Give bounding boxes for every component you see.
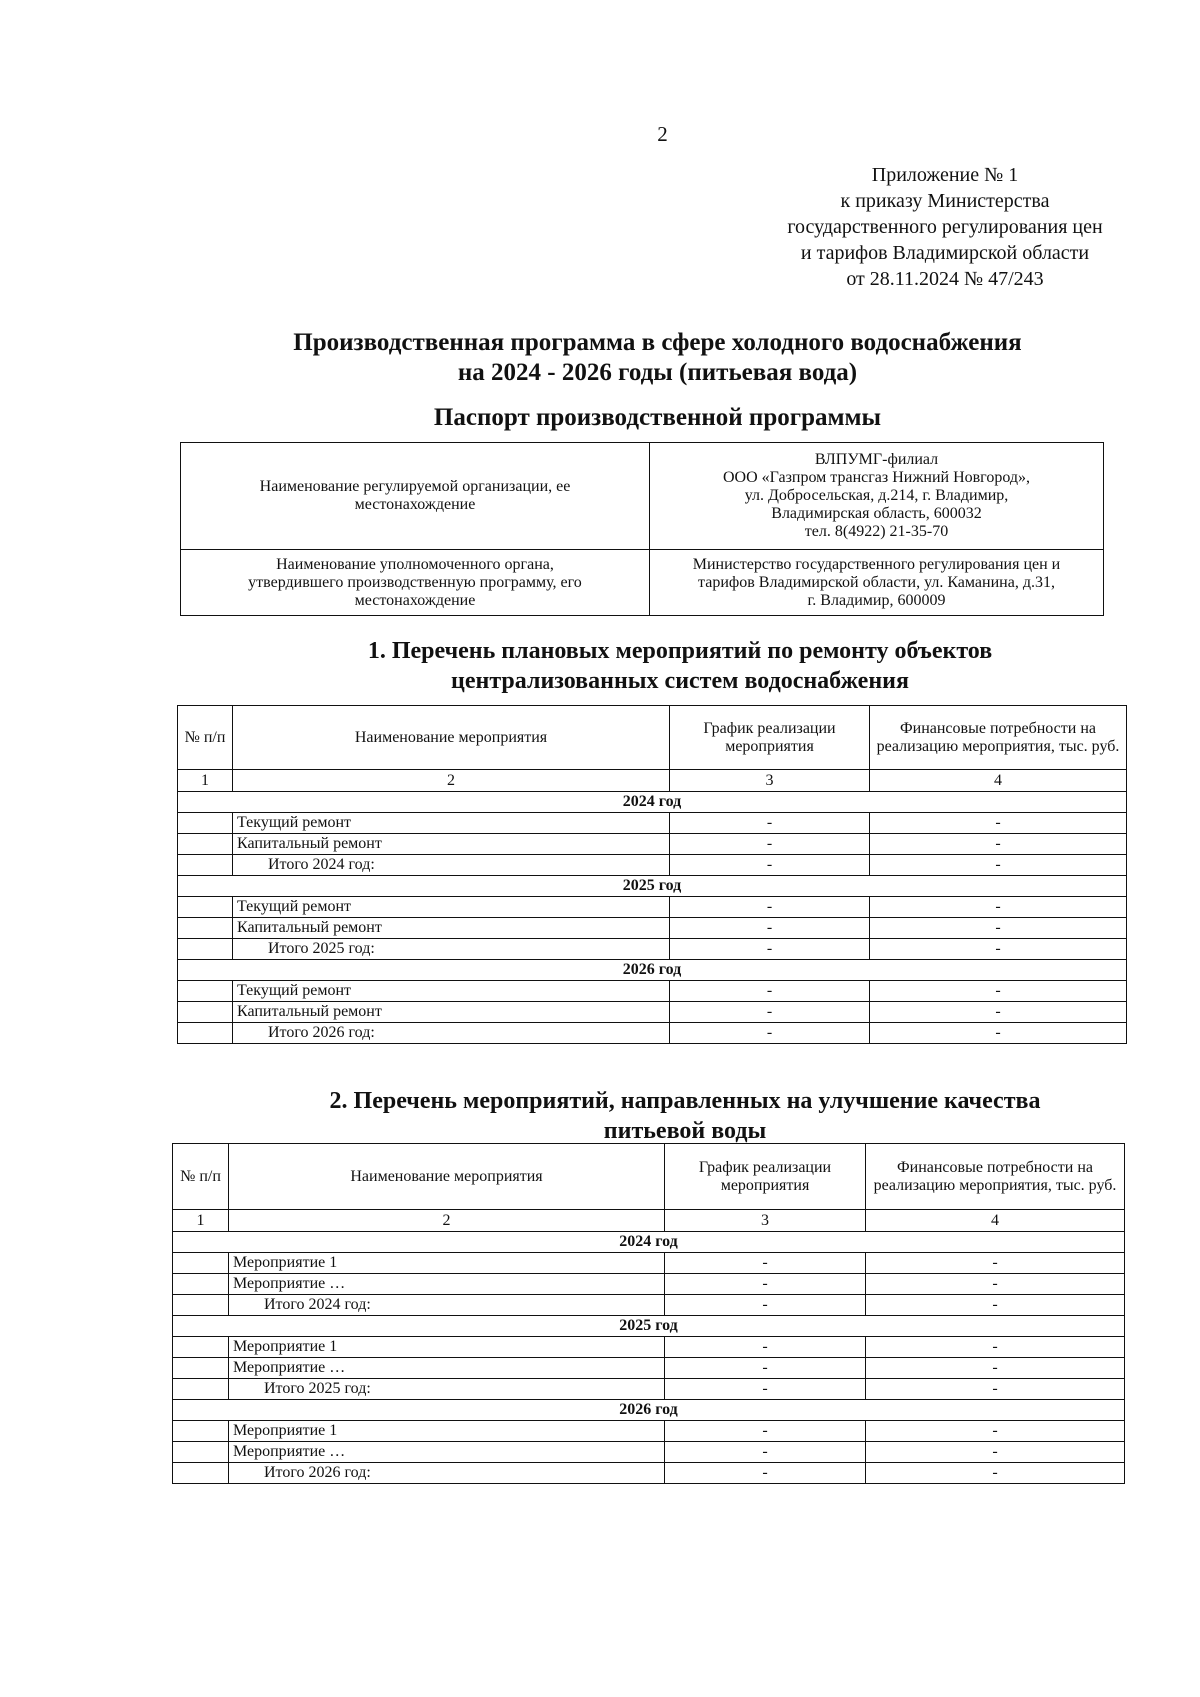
table-row <box>173 1358 1125 1379</box>
appendix-line: от 28.11.2024 № 47/243 <box>846 268 1044 290</box>
column-number: 3 <box>665 1210 866 1232</box>
passport-row-authority <box>181 550 1104 616</box>
row-num <box>173 1253 229 1274</box>
row-finance: - <box>870 1002 1127 1023</box>
section1-title <box>300 636 1060 696</box>
header-name: Наименование мероприятия <box>233 706 670 770</box>
row-name: Текущий ремонт <box>233 981 670 1002</box>
table-header-row <box>173 1144 1125 1210</box>
row-schedule: - <box>670 1002 870 1023</box>
row-schedule: - <box>665 1442 866 1463</box>
column-number: 2 <box>233 770 670 792</box>
passport-value-line: ООО «Газпром трансгаз Нижний Новгород», <box>722 469 1031 486</box>
row-schedule: - <box>670 939 870 960</box>
row-num <box>178 813 233 834</box>
year-label: 2026 год <box>178 960 1127 981</box>
row-name: Итого 2025 год: <box>229 1379 665 1400</box>
row-finance: - <box>870 855 1127 876</box>
year-label: 2024 год <box>178 792 1127 813</box>
row-num <box>178 834 233 855</box>
row-schedule: - <box>670 834 870 855</box>
row-name: Капитальный ремонт <box>233 918 670 939</box>
passport-label-line: местонахождение <box>354 591 476 609</box>
row-name: Мероприятие … <box>229 1274 665 1295</box>
appendix-line: к приказу Министерства <box>840 190 1050 212</box>
table-row <box>178 834 1127 855</box>
appendix-line: Приложение № 1 <box>871 164 1019 186</box>
row-finance: - <box>866 1274 1125 1295</box>
row-num <box>178 897 233 918</box>
passport-row-organization <box>181 443 1104 550</box>
row-schedule: - <box>665 1337 866 1358</box>
table-row <box>178 918 1127 939</box>
table-row <box>173 1274 1125 1295</box>
row-num <box>173 1337 229 1358</box>
row-finance: - <box>870 1023 1127 1044</box>
row-name: Мероприятие … <box>229 1358 665 1379</box>
row-num <box>178 939 233 960</box>
header-finance: Финансовые потребности на реализацию мероприятия, тыс. руб. <box>870 706 1127 770</box>
row-name: Текущий ремонт <box>233 813 670 834</box>
passport-label-line: утвердившего производственную программу, его <box>248 573 582 591</box>
row-finance: - <box>866 1337 1125 1358</box>
row-num <box>178 855 233 876</box>
year-row <box>178 792 1127 813</box>
passport-value-line: ВЛПУМГ-филиал <box>814 451 939 468</box>
column-number: 3 <box>670 770 870 792</box>
year-row <box>173 1400 1125 1421</box>
repair-activities-table <box>177 705 1127 1044</box>
passport-value-line: Министерство государственного регулирования цен и <box>692 555 1061 573</box>
row-name: Капитальный ремонт <box>233 834 670 855</box>
passport-table <box>180 442 1104 616</box>
document-title-line: на 2024 - 2026 годы (питьевая вода) <box>457 359 858 386</box>
table-row-total <box>173 1379 1125 1400</box>
row-name: Итого 2025 год: <box>233 939 670 960</box>
row-finance: - <box>866 1253 1125 1274</box>
row-schedule: - <box>665 1358 866 1379</box>
row-finance: - <box>866 1421 1125 1442</box>
table-row <box>173 1421 1125 1442</box>
row-schedule: - <box>665 1295 866 1316</box>
table-row <box>178 981 1127 1002</box>
row-num <box>178 1002 233 1023</box>
row-schedule: - <box>670 981 870 1002</box>
passport-value-line: тел. 8(4922) 21-35-70 <box>804 523 949 540</box>
header-num: № п/п <box>178 706 233 770</box>
section2-title-line: питьевой воды <box>603 1118 767 1144</box>
header-schedule: График реализации мероприятия <box>665 1144 866 1210</box>
passport-title: Паспорт производственной программы <box>433 404 882 431</box>
row-finance: - <box>866 1379 1125 1400</box>
year-label: 2024 год <box>173 1232 1125 1253</box>
row-finance: - <box>870 897 1127 918</box>
row-name: Капитальный ремонт <box>233 1002 670 1023</box>
page-number: 2 <box>657 122 668 146</box>
passport-value-line: г. Владимир, 600009 <box>807 591 946 609</box>
row-finance: - <box>870 834 1127 855</box>
column-number: 4 <box>866 1210 1125 1232</box>
passport-label-line: Наименование уполномоченного органа, <box>276 555 554 573</box>
row-num <box>173 1421 229 1442</box>
passport-label <box>181 443 650 550</box>
passport-value-line: ул. Добросельская, д.214, г. Владимир, <box>744 487 1009 504</box>
table-header-row <box>178 706 1127 770</box>
row-schedule: - <box>665 1253 866 1274</box>
row-finance: - <box>866 1463 1125 1484</box>
year-label: 2026 год <box>173 1400 1125 1421</box>
appendix-block <box>730 162 1160 292</box>
year-row <box>178 876 1127 897</box>
table-row-total <box>178 1023 1127 1044</box>
table-row-total <box>173 1463 1125 1484</box>
row-name: Мероприятие 1 <box>229 1337 665 1358</box>
row-schedule: - <box>670 855 870 876</box>
row-finance: - <box>870 918 1127 939</box>
row-num <box>178 1023 233 1044</box>
section1-title-line: централизованных систем водоснабжения <box>451 668 909 694</box>
table-row-total <box>178 939 1127 960</box>
row-num <box>173 1274 229 1295</box>
row-num <box>178 918 233 939</box>
row-schedule: - <box>670 918 870 939</box>
document-title-line: Производственная программа в сфере холодного водоснабжения <box>293 329 1022 356</box>
year-label: 2025 год <box>173 1316 1125 1337</box>
section1-title-line: 1. Перечень плановых мероприятий по ремонту объектов <box>367 638 993 664</box>
row-finance: - <box>866 1358 1125 1379</box>
year-row <box>173 1316 1125 1337</box>
row-num <box>178 981 233 1002</box>
passport-value-line: тарифов Владимирской области, ул. Каманина, д.31, <box>698 573 1055 591</box>
row-schedule: - <box>670 813 870 834</box>
column-numbers-row <box>178 770 1127 792</box>
column-number: 1 <box>173 1210 229 1232</box>
header-num: № п/п <box>173 1144 229 1210</box>
header-name: Наименование мероприятия <box>229 1144 665 1210</box>
table-row-total <box>178 855 1127 876</box>
table-row <box>178 897 1127 918</box>
row-schedule: - <box>665 1274 866 1295</box>
column-numbers-row <box>173 1210 1125 1232</box>
row-schedule: - <box>670 897 870 918</box>
column-number: 2 <box>229 1210 665 1232</box>
table-row-total <box>173 1295 1125 1316</box>
year-row <box>178 960 1127 981</box>
section2-title <box>270 1086 1100 1146</box>
row-schedule: - <box>665 1379 866 1400</box>
row-num <box>173 1295 229 1316</box>
table-row <box>173 1337 1125 1358</box>
row-name: Мероприятие 1 <box>229 1421 665 1442</box>
year-row <box>173 1232 1125 1253</box>
row-num <box>173 1463 229 1484</box>
passport-value <box>650 443 1104 550</box>
column-number: 4 <box>870 770 1127 792</box>
appendix-line: и тарифов Владимирской области <box>800 242 1090 264</box>
section2-title-line: 2. Перечень мероприятий, направленных на улучшение качества <box>329 1088 1041 1114</box>
table-row <box>178 813 1127 834</box>
row-name: Текущий ремонт <box>233 897 670 918</box>
row-finance: - <box>870 813 1127 834</box>
passport-value <box>650 550 1104 616</box>
header-schedule: График реализации мероприятия <box>670 706 870 770</box>
row-name: Мероприятие … <box>229 1442 665 1463</box>
row-finance: - <box>866 1442 1125 1463</box>
row-name: Итого 2026 год: <box>229 1463 665 1484</box>
row-name: Итого 2026 год: <box>233 1023 670 1044</box>
document-title <box>0 328 1200 388</box>
row-schedule: - <box>670 1023 870 1044</box>
row-finance: - <box>870 981 1127 1002</box>
row-num <box>173 1442 229 1463</box>
passport-label <box>181 550 650 616</box>
water-quality-activities-table <box>172 1143 1125 1484</box>
row-schedule: - <box>665 1421 866 1442</box>
row-finance: - <box>870 939 1127 960</box>
row-finance: - <box>866 1295 1125 1316</box>
table-row <box>173 1442 1125 1463</box>
row-num <box>173 1379 229 1400</box>
table-row <box>178 1002 1127 1023</box>
passport-value-line: Владимирская область, 600032 <box>771 505 982 522</box>
row-name: Итого 2024 год: <box>229 1295 665 1316</box>
passport-label-line: местонахождение <box>354 496 476 513</box>
row-schedule: - <box>665 1463 866 1484</box>
row-name: Итого 2024 год: <box>233 855 670 876</box>
row-name: Мероприятие 1 <box>229 1253 665 1274</box>
header-finance: Финансовые потребности на реализацию мероприятия, тыс. руб. <box>866 1144 1125 1210</box>
appendix-line: государственного регулирования цен <box>787 216 1103 238</box>
row-num <box>173 1358 229 1379</box>
table-row <box>173 1253 1125 1274</box>
passport-label-line: Наименование регулируемой организации, ее <box>259 478 571 495</box>
column-number: 1 <box>178 770 233 792</box>
year-label: 2025 год <box>178 876 1127 897</box>
